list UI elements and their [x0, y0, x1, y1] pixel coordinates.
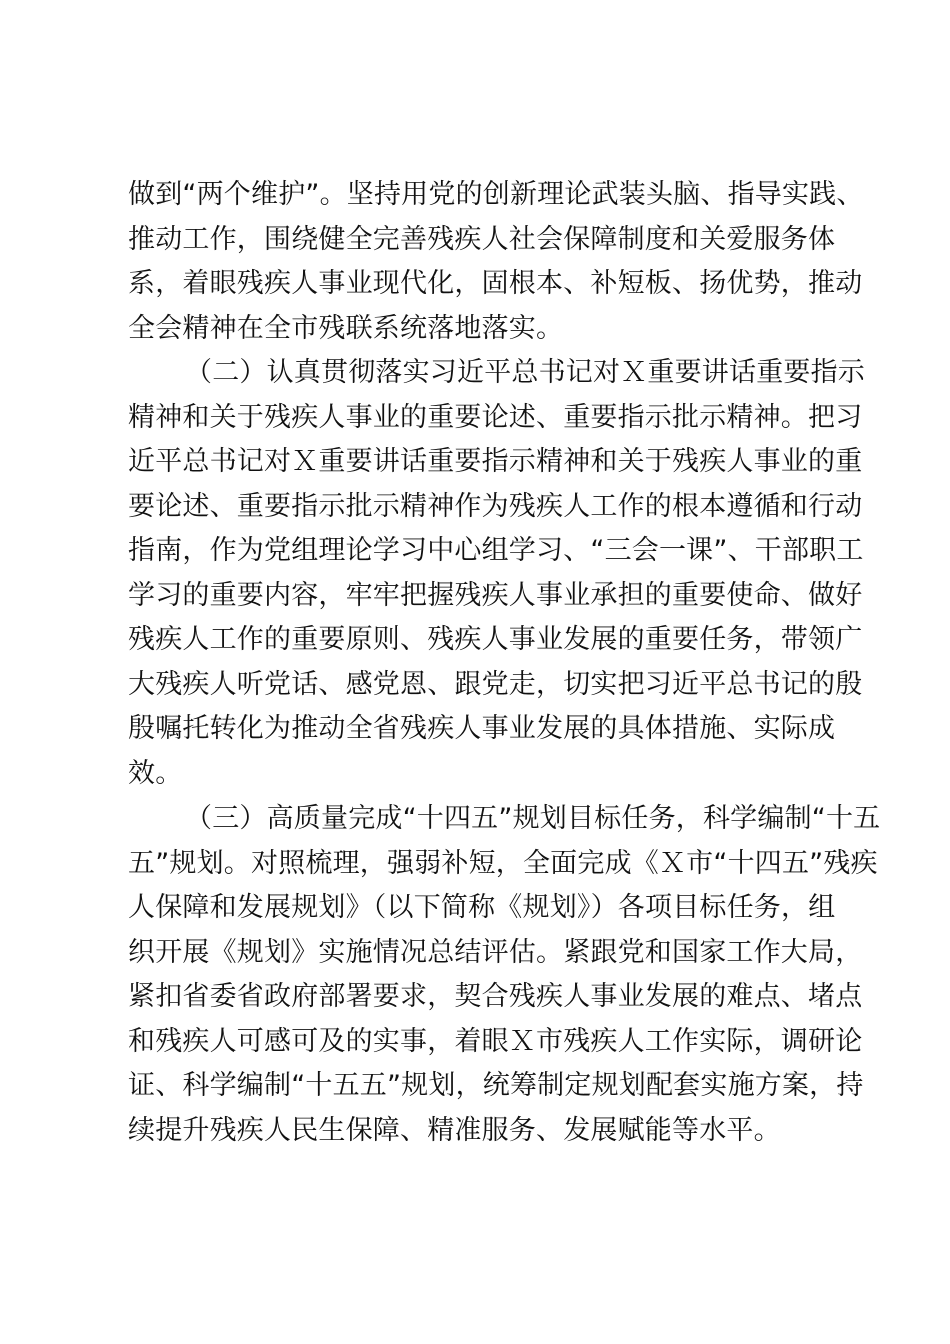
text-line: 系，着眼残疾人事业现代化，固根本、补短板、扬优势，推动 — [128, 268, 863, 299]
text-line: 指南，作为党组理论学习中心组学习、“三会一课”、干部职工 — [128, 535, 864, 566]
paragraph-heading-three: （三）高质量完成“十四五”规划目标任务，科学编制“十五 — [185, 803, 881, 834]
text-line: 残疾人工作的重要原则、残疾人事业发展的重要任务，带领广 — [128, 624, 863, 655]
paragraph-heading-two: （二）认真贯彻落实习近平总书记对Ｘ重要讲话重要指示 — [185, 357, 865, 388]
text-line: 近平总书记对Ｘ重要讲话重要指示精神和关于残疾人事业的重 — [128, 446, 863, 477]
text-line: 人保障和发展规划》（以下简称《规划》）各项目标任务，组 — [128, 892, 836, 923]
text-line: 要论述、重要指示批示精神作为残疾人工作的根本遵循和行动 — [128, 491, 863, 522]
text-line: 全会精神在全市残联系统落地落实。 — [128, 313, 564, 344]
text-line: 五”规划。对照梳理，强弱补短，全面完成《Ｘ市“十四五”残疾 — [128, 848, 878, 879]
text-line: 织开展《规划》实施情况总结评估。紧跟党和国家工作大局， — [128, 937, 863, 968]
text-line: 学习的重要内容，牢牢把握残疾人事业承担的重要使命、做好 — [128, 580, 863, 611]
text-line: 证、科学编制“十五五”规划，统筹制定规划配套实施方案，持 — [128, 1070, 864, 1101]
text-line: 殷嘱托转化为推动全省残疾人事业发展的具体措施、实际成 — [128, 713, 836, 744]
text-line: 续提升残疾人民生保障、精准服务、发展赋能等水平。 — [128, 1115, 781, 1146]
text-line: 效。 — [128, 758, 183, 789]
text-line: 做到“两个维护”。坚持用党的创新理论武装头脑、指导实践、 — [128, 179, 864, 210]
text-line: 和残疾人可感可及的实事，着眼Ｘ市残疾人工作实际，调研论 — [128, 1026, 863, 1057]
text-line: 紧扣省委省政府部署要求，契合残疾人事业发展的难点、堵点 — [128, 981, 863, 1012]
text-line: 精神和关于残疾人事业的重要论述、重要指示批示精神。把习 — [128, 402, 863, 433]
text-line: 推动工作，围绕健全完善残疾人社会保障制度和关爱服务体 — [128, 224, 836, 255]
text-line: 大残疾人听党话、感党恩、跟党走，切实把习近平总书记的殷 — [128, 669, 863, 700]
